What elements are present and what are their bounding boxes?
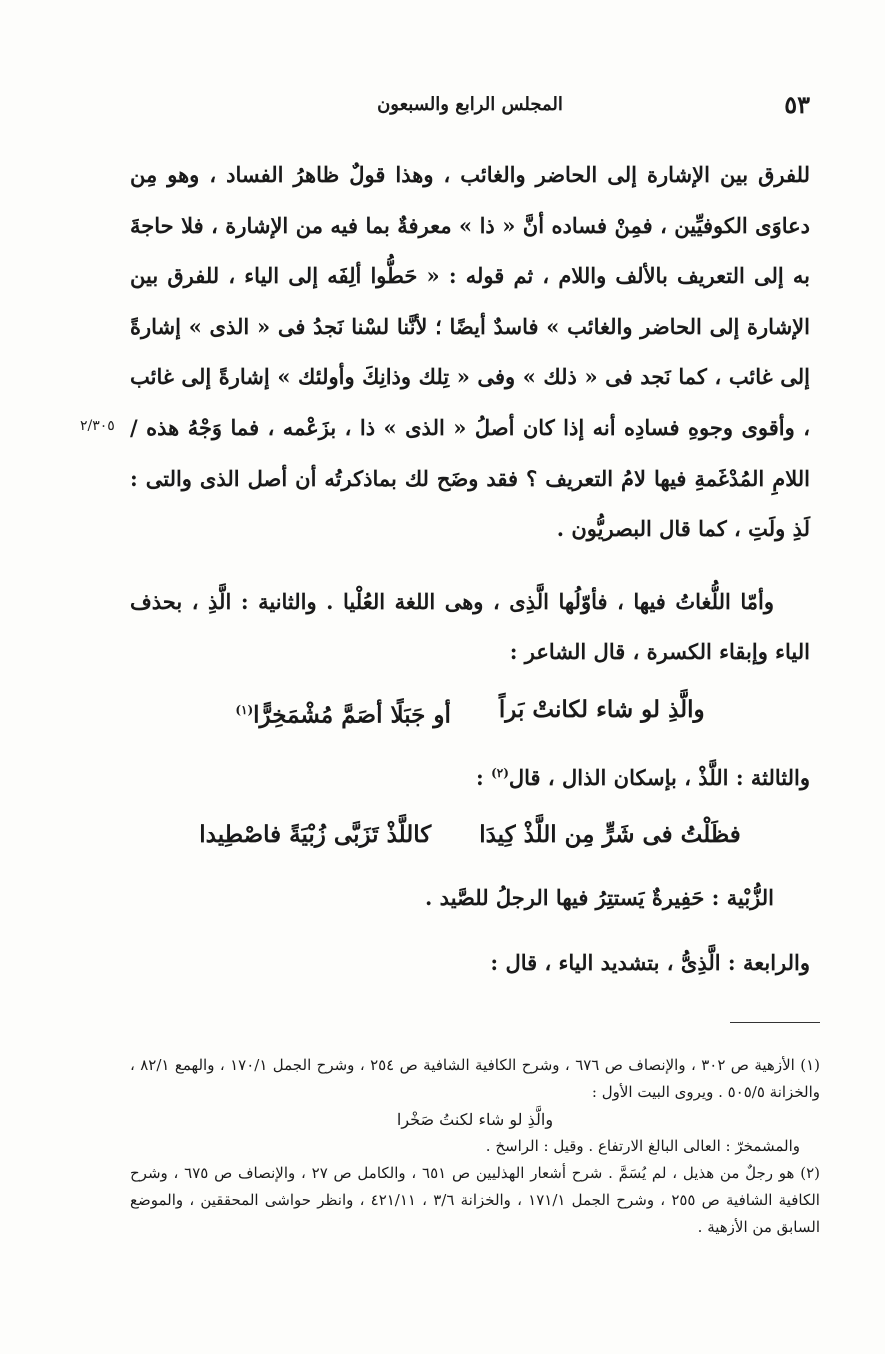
footnotes <box>130 1052 820 1241</box>
verse-2-second-hemistich: كاللَّذْ تَزَبَّى زُبْيَةً فاصْطِيدا <box>199 821 432 849</box>
footnote-1: (١) الأزهية ص ٣٠٢ ، والإنصاف ص ٦٧٦ ، وشرح الكافية الشافية ص ٢٥٤ ، وشرح الجمل ١٧٠/١ ، والهمع ٨٢/١ ، والخزانة ٥٠٥/٥ . ويروى البيت الأول : <box>130 1056 820 1101</box>
margin-page-reference: ٢/٣٠٥ <box>80 418 115 434</box>
third-variant-text: والثالثة : اللَّذْ ، بإسكان الذال ، قال <box>508 764 810 790</box>
footnote-marker-2: (٢) <box>491 765 509 780</box>
fourth-variant-line: والرابعة : الَّذِىُّ ، بتشديد الياء ، قال : <box>490 949 810 975</box>
footnote-1-verse: والَّذِ لو شاء لكنتُ صَخْرا <box>396 1110 554 1129</box>
main-text <box>130 150 810 988</box>
paragraph-1: للفرق بين الإشارة إلى الحاضر والغائب ، وهذا قولٌ ظاهرُ الفساد ، وهو مِن دعاوَى الكوفيِّين ، فمِنْ فساده أنَّ « ذا » معرفةٌ بما فيه من الإشارة ، فلا حاجةَ به إلى التعريف بالألف واللام ، ثم قوله : « حَطُّوا ألِفَه إلى الياء ، للفرق بين الإشارة إلى الحاضر والغائب » فاسدٌ أيضًا ؛ لأنَّنا لسْنا نَجدُ فى « الذى » إشارةً إلى غائب ، كما نَجد فى « ذلك » وفى « تِلك وذانِكَ وأولئك » إشارةً إلى غائب ، وأقوى وجوهِ فسادِه أنه إذا كان أصلُ « الذى » ذا ، بزَعْمه ، فما وَجْهُ هذه / اللامِ المُدْغَمةِ فيها لامُ التعريف ؟ فقد وضَح لك بماذكرتُه أن أصل الذى والتى : لَذِ ولَتِ ، كما قال البصريُّون . <box>130 162 810 542</box>
page-header <box>130 86 810 126</box>
page-number: ٥٣ <box>784 90 810 119</box>
third-variant-line <box>130 748 810 804</box>
zubya-definition: الزُّبْية : حَفِيرةٌ يَستتِرُ فيها الرجلُ للصَّيد . <box>425 885 774 911</box>
verse-2-first-hemistich: فظَلْتُ فى شَرٍّ مِن اللَّذْ كِيدَا <box>479 821 741 849</box>
verse-2 <box>130 803 810 867</box>
footnote-marker-1: (١) <box>235 702 254 717</box>
footnote-separator <box>130 1022 820 1023</box>
verse-1-second-hemistich-text: أو جَبَلًا أصَمَّ مُشْمَخِرًّا <box>253 701 451 729</box>
footnote-rule-line <box>730 1022 820 1023</box>
paragraph-2: وأمّا اللُّغاتُ فيها ، فأوّلُها الَّذِى ، وهى اللغة العُلْيا . والثانية : الَّذِ ، بحذف الياء وإبقاء الكسرة ، قال الشاعر : <box>130 588 810 665</box>
running-title: المجلس الرابع والسبعون <box>377 94 563 115</box>
verse-1-second-hemistich <box>235 678 451 748</box>
footnote-1-gloss: والمشمخرّ : العالى البالغ الارتفاع . وقيل : الراسخ . <box>485 1137 800 1155</box>
footnote-2: (٢) هو رجلٌ من هذيل ، لم يُسَمَّ . شرح أشعار الهذليين ص ٦٥١ ، والكامل ص ٢٧ ، والإنصاف ص ٦٧٥ ، وشرح الكافية الشافية ص ٢٥٥ ، وشرح الجمل ١٧١/١ ، والخزانة ٣/٦ ، ٤٢١/١١ ، وانظر حواشى المحققين ، والموضع السابق من الأزهية . <box>130 1164 820 1236</box>
verse-1 <box>130 678 810 748</box>
third-variant-colon: : <box>475 764 492 790</box>
verse-1-first-hemistich: والَّذِ لو شاء لكانتْ بَراً <box>498 695 705 723</box>
